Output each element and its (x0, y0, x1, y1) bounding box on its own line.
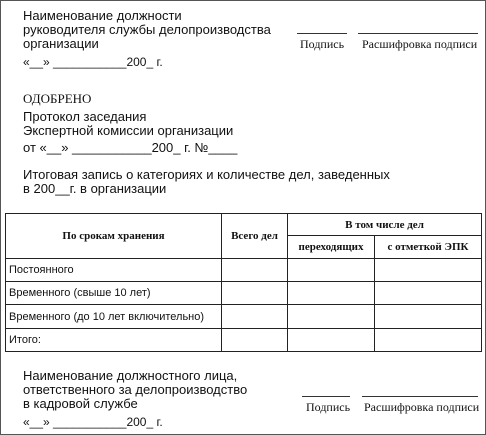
cell-epk (375, 329, 482, 352)
table-row (6, 305, 482, 329)
decoding-label: Расшифровка подписи (364, 400, 480, 414)
signature-label: Подпись (300, 37, 345, 51)
decoding-line (362, 396, 478, 397)
table-row (6, 259, 482, 282)
row-label-temporary-over-10: Временного (свыше 10 лет) (6, 282, 222, 305)
decoding-label: Расшифровка подписи (362, 37, 478, 51)
decoding-line (358, 33, 478, 34)
header-epk: с отметкой ЭПК (375, 236, 482, 259)
position-title-line-2: руководителя службы делопроизводства (23, 22, 271, 37)
position-title-line-1: Наименование должности (23, 8, 182, 23)
cell-total (222, 305, 288, 329)
header-retention: По срокам хранения (6, 214, 222, 259)
table-row (6, 282, 482, 305)
person-title-line-2: ответственного за делопроизводство (23, 382, 248, 397)
summary-line-2: в 200__г. в организации (23, 181, 167, 196)
summary-line-1: Итоговая запись о категориях и количестве дел, заведенных (23, 167, 390, 182)
header-transitional: переходящих (288, 236, 375, 259)
person-title-line-3: в кадровой службе (23, 396, 138, 411)
row-label-temporary-up-to-10: Временного (до 10 лет включительно) (6, 305, 222, 329)
cell-total (222, 259, 288, 282)
cell-total (222, 282, 288, 305)
row-label-total: Итого: (6, 329, 222, 352)
signature-line (302, 396, 350, 397)
cell-transitional (288, 329, 375, 352)
person-title-line-1: Наименование должностного лица, (23, 368, 238, 383)
cell-transitional (288, 259, 375, 282)
cases-register-table (5, 213, 482, 352)
protocol-line-2: Экспертной комиссии организации (23, 123, 234, 138)
protocol-line-3: от «__» ___________200_ г. №____ (23, 140, 238, 155)
date-line-bottom: «__» ___________200_ г. (23, 415, 163, 429)
header-total: Всего дел (222, 214, 288, 259)
table-row (6, 329, 482, 352)
signature-line (297, 33, 347, 34)
approval-heading: ОДОБРЕНО (23, 91, 92, 106)
cell-transitional (288, 305, 375, 329)
cell-epk (375, 305, 482, 329)
date-line-top: «__» ___________200_ г. (23, 55, 163, 69)
signature-label: Подпись (306, 400, 351, 414)
cell-epk (375, 259, 482, 282)
header-including: В том числе дел (288, 214, 482, 236)
cell-epk (375, 282, 482, 305)
cell-total (222, 329, 288, 352)
cell-transitional (288, 282, 375, 305)
position-title-line-3: организации (23, 36, 99, 51)
protocol-line-1: Протокол заседания (23, 109, 147, 124)
row-label-permanent: Постоянного (6, 259, 222, 282)
